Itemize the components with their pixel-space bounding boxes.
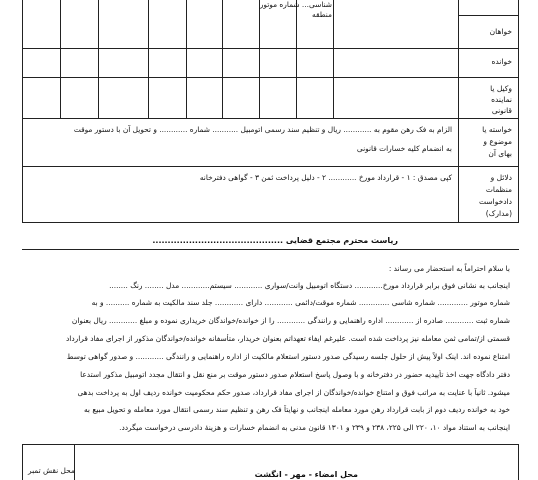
grid-column-line (60, 0, 61, 118)
bottom-divider (22, 444, 519, 445)
table-bottom-border (22, 222, 519, 223)
grid-column-line (148, 0, 149, 118)
lawyer-label: وکیل یا (490, 84, 512, 93)
body-line: میشود. ثانیاً با عنایت به مراتب فوق و امتناع خوانده/خواندگان از اجرای مفاد قرارداد، صدور حکم محکومیت خوانده ردیف اول به پرداخت بدهی (77, 388, 510, 397)
row-divider (22, 48, 519, 49)
grid-column-line (296, 0, 297, 118)
table-right-border (518, 0, 519, 223)
label-column-divider (458, 0, 459, 223)
bottom-left-border (22, 444, 23, 480)
demand-label: موضوع و (483, 137, 512, 146)
body-line: شماره موتور ............. شماره شاسی ............. شماره موقت/دائمی ............ دارای ............ جلد سند مالکیت به شماره .......... و به (91, 298, 510, 307)
row-divider (22, 118, 519, 119)
header-divider (22, 249, 519, 250)
stamp-label: محل نقش تمبر (28, 466, 75, 475)
body-line: قسمتی از/تمامی ثمن معامله نیز پرداخت شده است. علیرغم ایفاء تعهداتم بعنوان خریدار، متأسفانه خوانده/خواندگان مذکور از اجرای مفاد قرارداد (66, 334, 510, 343)
demand-text: الزام به فک رهن مقوم به ............ ریال و تنظیم سند رسمی اتومبیل ........... شماره ............ و تحویل آن با دستور موقت (73, 125, 452, 134)
bottom-right-border (518, 444, 519, 480)
body-line: اینجانب به نشانی فوق برابر قرارداد مورخ............ دستگاه اتومبیل وانت/سواری ............ سیستم............ مدل ........ رنگ ........ (109, 281, 510, 290)
grid-column-line (333, 0, 334, 118)
top-cell-text: شناسی... شماره موتور (259, 0, 332, 9)
table-left-border (22, 0, 23, 223)
body-line: دفتر دادگاه جهت اخذ تأییدیه حضور در دفترخانه و با وصول پاسخ استعلام صدور دستور موقت بر منع نقل و انتقال مجدد اتومبیل مذکور استدعا (80, 370, 510, 379)
evidence-label: منظمات (485, 185, 512, 194)
grid-column-line (186, 0, 187, 118)
grid-column-line (222, 0, 223, 118)
row-divider (22, 77, 519, 78)
body-line: شماره ثبت ............ صادره از ............ اداره راهنمایی و رانندگی ............ را از خوانده/خواندگان خریداری نموده و مبلغ ............ ریال بعنوان (71, 316, 510, 325)
grid-column-line (98, 0, 99, 118)
grid-column-line (259, 0, 260, 118)
plaintiff-label: خواهان (489, 27, 512, 36)
body-line: امتناع نموده اند. اینک اولاً پیش از حلول جلسه رسیدگی صدور دستور استعلام مالکیت از اداره راهنمایی و رانندگی ............ و صدور گواهی توسط (66, 352, 510, 361)
body-line: خود به خوانده ردیف دوم از بابت قرارداد رهن مورد معامله اینجانب و نهایتاً فک رهن و تنظیم سند رسمی انتقال مورد معامله و تحویل مبیع به (83, 405, 510, 414)
demand-text: به انضمام کلیه خسارات قانونی (356, 144, 452, 153)
evidence-label: دادخواست (478, 197, 512, 206)
body-line: اینجانب به استناد مواد ۱۰، ۲۲۰ الی ۲۲۵، ۲۳۸ و ۲۳۹ و ۱۳۰۱ قانون مدنی به انضمام خسارات و هزینهٔ دادرسی درخواست میگردد. (119, 423, 510, 432)
lawyer-label: نماینده (491, 95, 512, 104)
demand-label: بهای آن (488, 149, 512, 158)
evidence-label: دلائل و (490, 173, 512, 182)
lawyer-label: قانونی (491, 106, 512, 115)
row-divider (22, 166, 519, 167)
row-divider (458, 15, 519, 16)
defendant-label: خوانده (491, 57, 512, 66)
evidence-text: کپی مصدق : ۱ - قرارداد مورخ ............ ۲ - دلیل پرداخت ثمن ۳ - گواهی دفترخانه (199, 173, 452, 182)
court-header: ریاست محترم مجتمع قضایی ........................................... (152, 236, 398, 245)
demand-label: خواسته یا (482, 125, 512, 134)
evidence-label: (مدارک) (485, 209, 512, 218)
signature-label: محل امضاء - مهر - انگشت (254, 470, 358, 479)
top-cell-text: منطقه (312, 10, 332, 19)
greeting: با سلام احتراماً به استحضار می رساند : (388, 264, 510, 273)
